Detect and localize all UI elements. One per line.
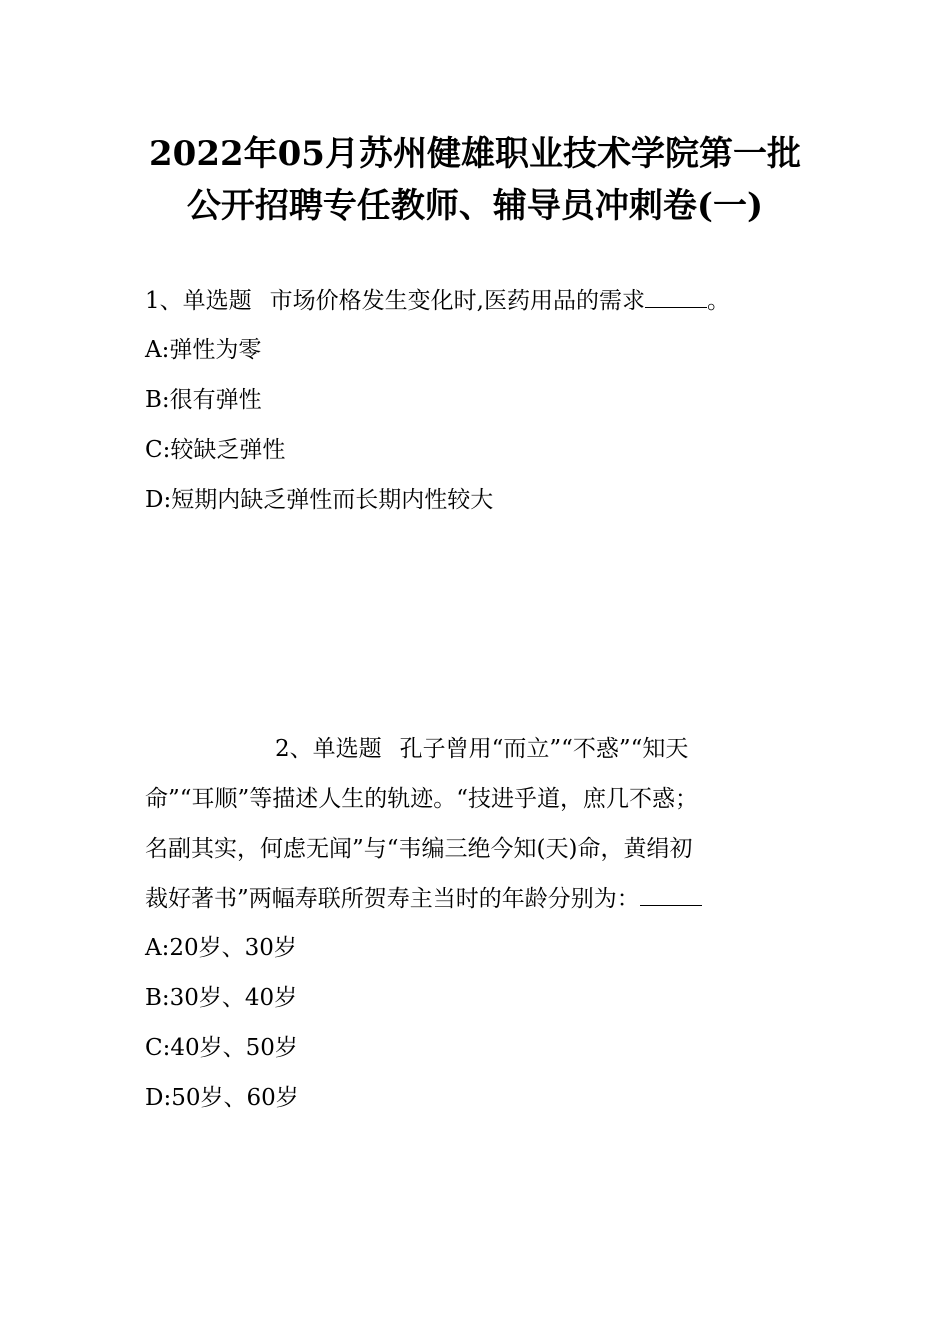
option-label: D: (145, 487, 172, 513)
title-line-1: 2022年05月苏州健雄职业技术学院第一批 (149, 134, 801, 174)
question-2-option-a (145, 933, 297, 963)
question-2-number: 2、单选题 (275, 736, 382, 762)
title-line-2: 公开招聘专任教师、辅导员冲刺卷(一) (186, 186, 764, 226)
question-2-stem-line-3: 名副其实，何虑无闻”与“韦编三绝今知(天)命，黄绢初 (145, 836, 693, 862)
question-2-option-d (145, 1083, 299, 1113)
option-text: 短期内缺乏弹性而长期内性较大 (171, 487, 494, 513)
option-label: B: (145, 387, 170, 413)
option-label: C: (145, 437, 171, 463)
option-label: A: (145, 935, 170, 961)
question-1-option-b (145, 385, 262, 415)
question-1-text: 市场价格发生变化时,医药用品的需求 (269, 288, 645, 314)
question-2-stem-line-1: 2、单选题 孔子曾用“而立”“不惑”“知天 (275, 736, 689, 762)
option-text: 50岁、60岁 (171, 1085, 299, 1111)
option-label: D: (145, 1085, 172, 1111)
option-label: C: (145, 1035, 171, 1061)
option-text: 20岁、30岁 (169, 935, 297, 961)
question-1-stem (145, 286, 730, 316)
option-label: B: (145, 985, 170, 1011)
option-text: 较缺乏弹性 (170, 437, 286, 463)
question-2-option-b (145, 983, 297, 1013)
answer-blank (640, 904, 702, 906)
question-2-option-c (145, 1033, 298, 1063)
option-text: 40岁、50岁 (170, 1035, 298, 1061)
answer-blank (645, 306, 707, 308)
page-title (0, 128, 950, 232)
question-1-option-a (145, 335, 261, 365)
question-2-stem-line-2: 命”“耳顺”等描述人生的轨迹。“技进乎道，庶几不惑； (145, 786, 699, 812)
option-text: 30岁、40岁 (169, 985, 298, 1011)
option-text: 很有弹性 (169, 387, 262, 413)
question-2-stem-line-4: 裁好著书”两幅寿联所贺寿主当时的年龄分别为： (145, 884, 702, 914)
option-text: 弹性为零 (169, 337, 262, 363)
question-1-end: 。 (706, 288, 730, 314)
question-1-number: 1、单选题 (145, 288, 252, 314)
question-1-option-c (145, 435, 285, 465)
question-1-option-d (145, 485, 493, 515)
option-label: A: (145, 337, 170, 363)
